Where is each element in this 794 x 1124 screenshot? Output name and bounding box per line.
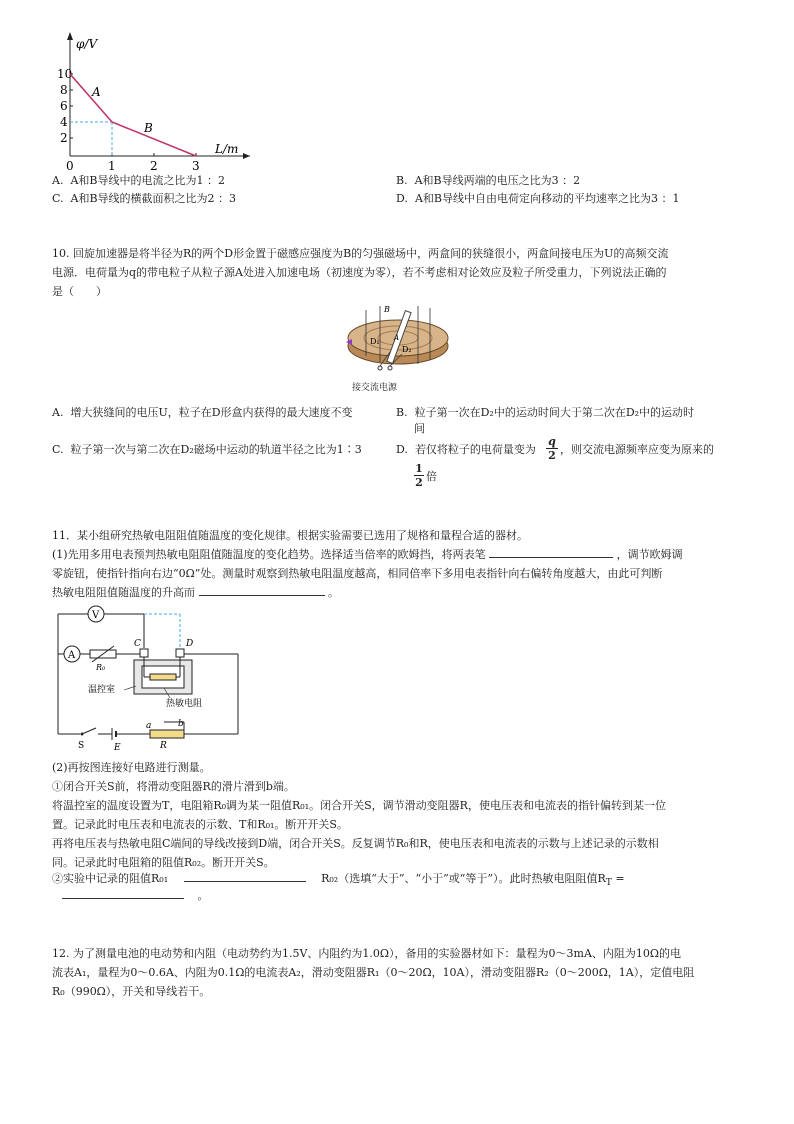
option-text: A和B导线的横截面积之比为2 ：3 (70, 192, 237, 205)
battery-label: E (114, 743, 121, 752)
fraction-denominator: 2 (548, 449, 556, 462)
x-tick: 0 (66, 159, 74, 173)
q11-part2-line: ①闭合开关S前，将滑动变阻器R的滑片滑到b端。 (52, 780, 295, 793)
potential-line (70, 74, 196, 156)
option-text: A和B导线中的电流之比为1 ：2 (70, 174, 225, 187)
question-text: 。 (197, 889, 209, 902)
field-b-label: B (384, 305, 390, 314)
q11-part2-line: (2)再按图连接好电路进行测量。 (52, 761, 211, 774)
d1-label: D₁ (370, 337, 380, 346)
fraction-numerator: q (546, 435, 558, 449)
q11-question-2-cont (62, 886, 209, 906)
q11-part2-line: 再将电压表与热敏电阻C端间的导线改接到D端，闭合开关S。反复调节R₀和R，使电压表和电流表的示数与上述记录的示数相 (52, 837, 659, 850)
d2-label: D₂ (402, 345, 412, 354)
option-text: A和B导线两端的电压之比为3 ：2 (414, 174, 581, 187)
subscript: T (605, 877, 612, 889)
question-text: = (615, 872, 625, 885)
terminal-c-label: C (134, 639, 141, 649)
option-text: 粒子第一次与第二次在D₂磁场中运动的轨道半径之比为1∶3 (70, 443, 362, 456)
cyclotron-caption: 接交流电源 (352, 383, 398, 393)
segment-a-label: A (92, 85, 101, 99)
q10-stem-line: 是（ ） (52, 285, 107, 298)
x-tick: 1 (108, 159, 116, 173)
option-letter: A. (52, 174, 64, 187)
q11-part1-line (52, 545, 683, 564)
q11-part2-line: 置。记录此时电压表和电流表的示数、T和R₀₁。断开开关S。 (52, 818, 348, 831)
voltmeter-label: V (92, 610, 100, 621)
answer-blank[interactable] (184, 869, 306, 882)
q10-option-c (52, 440, 362, 460)
fraction-q-over-2 (546, 435, 558, 462)
x-tick: 2 (150, 159, 158, 173)
switch-label: S (78, 741, 85, 751)
q9-option-d (396, 189, 679, 209)
q10-option-b (396, 403, 694, 423)
q11-part1-line: 零旋钮，使指针指向右边“0Ω”处。测量时观察到热敏电阻温度越高，相同倍率下多用电表指针向右偏转角度越大，由此可判断 (52, 567, 663, 580)
option-text: 若仅将粒子的电荷量变为 (414, 443, 536, 456)
thermistor-label: 热敏电阻 (166, 699, 203, 709)
q12-line: 流表A₁，量程为0～0.6A、内阻为0.1Ω的电流表A₂，滑动变阻器R₁（0～20Ω，10A），滑动变阻器R₂（0～200Ω，1A），定值电阻 (52, 966, 695, 979)
r0-label: R₀ (96, 663, 106, 672)
q9-potential-graph (40, 28, 250, 178)
answer-blank[interactable] (199, 583, 325, 596)
cyclotron-figure (340, 302, 460, 380)
rheostat-b-label: b (178, 719, 184, 729)
y-axis-label: φ/V (76, 37, 98, 51)
option-text: 增大狭缝间的电压U，粒子在D形盒内获得的最大速度不变 (70, 406, 353, 419)
q10-option-b-cont: 间 (414, 422, 425, 435)
option-text: 粒子第一次在D₂中的运动时间大于第二次在D₂中的运动时 (414, 406, 695, 419)
y-tick: 8 (60, 83, 68, 97)
q10-stem-line: 10. 回旋加速器是将半径为R的两个D形金置于磁感应强度为B的匀强磁场中，两盒间的狭缝很小，两盒间接电压为U的高频交流 (52, 247, 669, 260)
fraction-one-half (414, 462, 424, 489)
q9-option-c (52, 189, 236, 209)
q10-stem-line: 电源．电荷量为q的带电粒子从粒子源A处进入加速电场（初速度为零），若不考虑相对论效应及粒子所受重力，下列说法正确的 (52, 266, 667, 279)
terminal-d-label: D (186, 639, 194, 649)
q10-option-a (52, 403, 353, 423)
segment-b-label: B (144, 121, 153, 135)
y-tick: 4 (60, 115, 68, 129)
q9-option-a (52, 171, 225, 191)
answer-blank[interactable] (489, 545, 613, 558)
question-text: R₀₂（选填“大于”、“小于”或“等于”）。此时热敏电阻阻值R (321, 872, 606, 885)
q10-option-d-cont: ，则交流电源频率应变为原来的 (560, 443, 714, 456)
option-letter: C. (52, 443, 64, 456)
part1-text: 热敏电阻阻值随温度的升高而 (52, 586, 195, 599)
q10-option-d-end: 倍 (426, 470, 437, 483)
q11-part1-line (52, 583, 339, 602)
y-tick: 10 (57, 67, 73, 81)
answer-blank[interactable] (62, 886, 184, 899)
part1-text: 。 (328, 586, 339, 599)
q11-part2-line: 将温控室的温度设置为T，电阻箱R₀调为某一阻值R₀₁。闭合开关S，调节滑动变阻器R，使电压表和电流表的指针偏转到某一位 (52, 799, 666, 812)
q9-option-b (396, 171, 580, 191)
option-letter: B. (396, 174, 408, 187)
part1-text: (1)先用多用电表预判热敏电阻阻值随温度的变化趋势。选择适当倍率的欧姆挡，将两表笔 (52, 548, 486, 561)
option-letter: D. (396, 192, 408, 205)
option-letter: A. (52, 406, 64, 419)
question-text: ②实验中记录的阻值R₀₁ (52, 872, 169, 885)
fraction-denominator: 2 (415, 476, 423, 489)
x-axis-label: L/m (215, 142, 239, 156)
source-a-label: A (394, 334, 400, 342)
y-tick: 2 (60, 131, 68, 145)
q11-part2-line: 同。记录此时电阻箱的阻值R₀₂。断开开关S。 (52, 856, 275, 869)
x-tick: 3 (192, 159, 200, 173)
option-letter: C. (52, 192, 64, 205)
y-tick: 6 (60, 99, 68, 113)
part1-text: ，调节欧姆调 (616, 548, 683, 561)
q12-line: 12. 为了测量电池的电动势和内阻（电动势约为1.5V、内阻约为1.0Ω），备用的实验器材如下：量程为0～3mA、内阻为10Ω的电 (52, 947, 682, 960)
option-letter: B. (396, 406, 408, 419)
q11-stem-line: 11．某小组研究热敏电阻阻值随温度的变化规律。根据实验需要已选用了规格和量程合适的器材。 (52, 529, 528, 542)
circuit-diagram (50, 602, 246, 752)
rheostat-a-label: a (146, 721, 152, 731)
rheostat-label: R (160, 741, 167, 751)
q12-line: R₀（990Ω），开关和导线若干。 (52, 985, 211, 998)
option-text: A和B导线中自由电荷定向移动的平均速率之比为3 ：1 (414, 192, 680, 205)
q10-option-d (396, 440, 536, 460)
option-letter: D. (396, 443, 408, 456)
fraction-numerator: 1 (415, 462, 423, 475)
chamber-label: 温控室 (88, 685, 116, 695)
ammeter-label: A (68, 650, 76, 661)
